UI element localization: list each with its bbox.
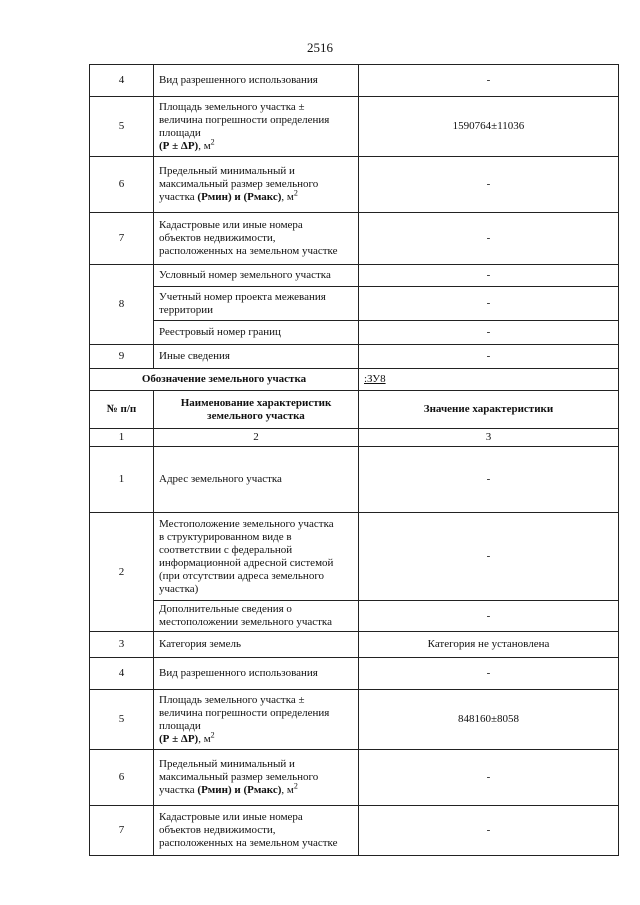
column-index: 1 (90, 429, 154, 447)
characteristic-name: Предельный минимальный и максимальный размер земельного участка (Рмин) и (Рмакс), $м^2$ (154, 157, 359, 213)
row-number: 6 (90, 750, 154, 806)
table-row (90, 345, 619, 369)
row-number: 4 (90, 658, 154, 690)
characteristic-value: - (359, 321, 619, 345)
characteristic-value: - (359, 213, 619, 265)
table-row (90, 97, 619, 157)
area-formula: (Р ± ΔР) (159, 139, 199, 152)
characteristic-value: - (359, 806, 619, 856)
characteristic-name: Предельный минимальный и максимальный размер земельного участка (Рмин) и (Рмакс), $м^2$ (154, 750, 359, 806)
row-number: 9 (90, 345, 154, 369)
characteristic-name: Местоположение земельного участка в структурированном виде в соответствии с федеральной информационной адресной системой (при отсутствии адреса земельного участка) (154, 513, 359, 601)
land-plot-table (89, 64, 619, 856)
table-row (90, 447, 619, 513)
table-row (90, 157, 619, 213)
table-row (90, 265, 619, 287)
column-index: 2 (154, 429, 359, 447)
table-row (90, 750, 619, 806)
characteristic-value: - (359, 658, 619, 690)
table-row (90, 806, 619, 856)
characteristic-value: 848160±8058 (359, 690, 619, 750)
column-index: 3 (359, 429, 619, 447)
characteristic-name: Адрес земельного участка (154, 447, 359, 513)
characteristic-name: Иные сведения (154, 345, 359, 369)
characteristic-value: 1590764±11036 (359, 97, 619, 157)
characteristic-name: Вид разрешенного использования (154, 658, 359, 690)
row-number: 1 (90, 447, 154, 513)
characteristic-name: Кадастровые или иные номера объектов недвижимости, расположенных на земельном участке (154, 806, 359, 856)
characteristic-value: - (359, 265, 619, 287)
characteristic-name: Площадь земельного участка ± величина погрешности определения площади (Р ± ΔР), $м^2$ (154, 97, 359, 157)
characteristic-name: Учетный номер проекта межевания территории (154, 287, 359, 321)
table-row (90, 321, 619, 345)
characteristic-value: - (359, 157, 619, 213)
characteristic-value: - (359, 65, 619, 97)
column-header-value: Значение характеристики (359, 391, 619, 429)
characteristic-value: Категория не установлена (359, 632, 619, 658)
table-row (90, 513, 619, 601)
table-row (90, 213, 619, 265)
row-number: 6 (90, 157, 154, 213)
row-number: 8 (90, 265, 154, 345)
zone-designation-row (90, 369, 619, 391)
table-row (90, 287, 619, 321)
row-number: 4 (90, 65, 154, 97)
characteristic-name: Вид разрешенного использования (154, 65, 359, 97)
characteristic-value: - (359, 447, 619, 513)
characteristic-name: Категория земель (154, 632, 359, 658)
table-row (90, 601, 619, 632)
characteristic-value: - (359, 345, 619, 369)
row-number: 5 (90, 690, 154, 750)
characteristic-name: Условный номер земельного участка (154, 265, 359, 287)
row-number: 7 (90, 213, 154, 265)
characteristic-value: - (359, 287, 619, 321)
row-number: 2 (90, 513, 154, 632)
characteristic-value: - (359, 750, 619, 806)
row-number: 3 (90, 632, 154, 658)
area-formula: (Р ± ΔР) (159, 732, 199, 745)
zone-designation-label: Обозначение земельного участка (90, 369, 359, 391)
characteristic-value: - (359, 513, 619, 601)
table-row (90, 658, 619, 690)
zone-designation-code: :ЗУ8 (359, 369, 619, 391)
characteristic-name: Реестровый номер границ (154, 321, 359, 345)
characteristic-name: Площадь земельного участка ± величина погрешности определения площади (Р ± ΔР), $м^2$ (154, 690, 359, 750)
table-row (90, 632, 619, 658)
column-header-name: Наименование характеристик земельного участка (154, 391, 359, 429)
column-index-row (90, 429, 619, 447)
characteristic-name: Дополнительные сведения о местоположении земельного участка (154, 601, 359, 632)
column-header-number: № п/п (90, 391, 154, 429)
characteristic-value: - (359, 601, 619, 632)
row-number: 5 (90, 97, 154, 157)
table-row (90, 690, 619, 750)
table-header-row (90, 391, 619, 429)
row-number: 7 (90, 806, 154, 856)
table-row (90, 65, 619, 97)
characteristic-name: Кадастровые или иные номера объектов недвижимости, расположенных на земельном участке (154, 213, 359, 265)
page-number: 2516 (307, 40, 333, 55)
